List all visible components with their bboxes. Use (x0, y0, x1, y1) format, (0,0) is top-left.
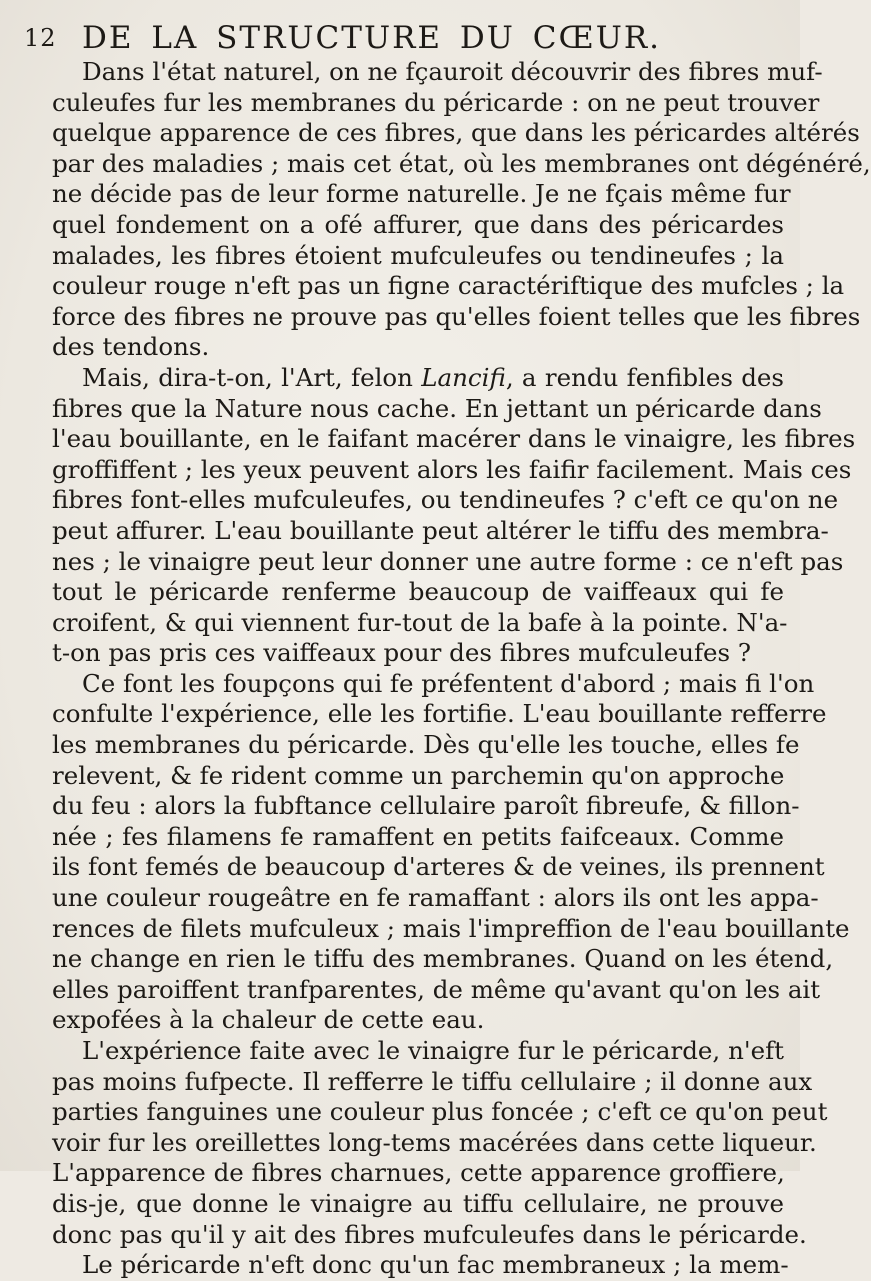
text-line (52, 577, 784, 608)
body-text (52, 57, 871, 1281)
text-line-content: donc pas qu'il y ait des fibres mufculeufes dans le péricarde. (52, 1219, 807, 1249)
text-line (52, 730, 800, 761)
text-line (52, 883, 819, 914)
text-line (52, 454, 852, 486)
text-line-content: pas moins fufpecte. Il refferre le tiffu cellulaire ; il donne aux (52, 1066, 813, 1096)
text-line (52, 1127, 817, 1159)
text-line-content: quel fondement on a ofé affurer, que dans des péricardes (52, 209, 784, 239)
text-line-content: ils font femés de beaucoup d'arteres & de veines, ils prennent (52, 852, 825, 882)
text-line (52, 1036, 784, 1067)
text-line-content: l'eau bouillante, en le faifant macérer dans le vinaigre, les fibres (52, 424, 856, 454)
text-line-content: nes ; le vinaigre peut leur donner une autre forme : ce n'eft pas (52, 546, 844, 576)
text-line-content: couleur rouge n'eft pas un figne caractériftique des mufcles ; la (52, 271, 845, 301)
text-line (52, 1250, 789, 1281)
text-line-content: peut affurer. L'eau bouillante peut altérer le tiffu des membra- (52, 515, 829, 545)
text-line-content: ne décide pas de leur forme naturelle. Je ne fçais même fur (52, 179, 791, 209)
text-line-content: ne change en rien le tiffu des membranes. Quand on les étend, (52, 944, 834, 974)
text-line-content: expofées à la chaleur de cette eau. (52, 1005, 485, 1035)
text-line (52, 271, 845, 302)
text-line-content: rences de filets mufculeux ; mais l'impreffion de l'eau bouillante (52, 913, 850, 943)
text-line-content: des tendons. (52, 332, 210, 362)
text-line (52, 761, 784, 792)
text-line (52, 301, 861, 333)
text-line (52, 515, 829, 547)
text-line (52, 1097, 828, 1128)
page-header (24, 20, 784, 60)
text-line-continuation: , a rendu fenfibles des (505, 362, 784, 392)
text-line-content: Mais, dira-t-on, l'Art, felon (82, 362, 422, 392)
text-line (52, 974, 821, 1006)
text-line-content: L'apparence de fibres charnues, cette apparence groffiere, (52, 1158, 785, 1188)
text-line (52, 1066, 813, 1098)
text-line (52, 57, 823, 88)
text-line (52, 1158, 784, 1189)
text-line-content: groffiffent ; les yeux peuvent alors les faifir facilement. Mais ces (52, 454, 852, 484)
text-line (52, 393, 822, 425)
text-line (52, 148, 871, 180)
text-line (52, 1005, 784, 1036)
text-line-content: voir fur les oreillettes long-tems macérées dans cette liqueur. (52, 1127, 817, 1157)
text-line-content: t-on pas pris ces vaiffeaux pour des fibres mufculeufes ? (52, 638, 752, 668)
text-line-content: fibres que la Nature nous cache. En jettant un péricarde dans (52, 393, 822, 423)
text-line (52, 546, 844, 578)
text-line-content: L'expérience faite avec le vinaigre fur le péricarde, n'eft (82, 1036, 784, 1065)
text-line-content: les membranes du péricarde. Dès qu'elle les touche, elles fe (52, 730, 800, 760)
text-line (52, 638, 784, 669)
text-line (52, 822, 784, 853)
text-line-content: quelque apparence de ces fibres, que dans les péricardes altérés (52, 118, 860, 148)
text-line-content: née ; fes filamens fe ramaffent en petits faifceaux. Comme (52, 821, 784, 851)
text-line (52, 1189, 784, 1220)
text-line (52, 668, 815, 700)
page-number: 12 (24, 24, 57, 52)
text-line (52, 332, 784, 363)
text-line-content: Ce font les foupçons qui fe préfentent d'abord ; mais fi l'on (82, 668, 815, 698)
italic-name: Lancifi (421, 362, 506, 392)
text-line-content: croifent, & qui viennent fur-tout de la bafe à la pointe. N'a- (52, 607, 788, 637)
text-line-content: malades, les fibres étoient mufculeufes ou tendineufes ; la (52, 240, 784, 270)
text-line (52, 179, 791, 210)
text-line-content: force des fibres ne prouve pas qu'elles foient telles que les fibres (52, 301, 861, 331)
text-line (52, 699, 827, 730)
text-line (52, 210, 784, 241)
text-line (52, 241, 784, 272)
text-line-content: culeufes fur les membranes du péricarde : on ne peut trouver (52, 87, 820, 117)
text-line-content: Dans l'état naturel, on ne fçauroit découvrir des fibres muf- (82, 57, 823, 86)
text-line (52, 944, 834, 975)
text-line-content: par des maladies ; mais cet état, où les membranes ont dégénéré, (52, 148, 871, 178)
text-line (52, 118, 860, 149)
text-line-content: relevent, & fe rident comme un parchemin qu'on approche (52, 760, 785, 790)
text-line-content: fibres font-elles mufculeufes, ou tendineufes ? c'eft ce qu'on ne (52, 485, 839, 515)
text-line (52, 485, 839, 516)
text-line-content: une couleur rougeâtre en fe ramaffant : alors ils ont les appa- (52, 883, 819, 913)
running-title: DE LA STRUCTURE DU CŒUR. (82, 20, 662, 56)
text-line (52, 852, 825, 883)
text-line-content: parties fanguines une couleur plus foncée ; c'eft ce qu'on peut (52, 1097, 828, 1127)
text-line-content: tout le péricarde renferme beaucoup de vaiffeaux qui fe (52, 577, 784, 607)
text-line (52, 363, 784, 394)
text-line (52, 87, 820, 119)
text-line (52, 913, 850, 945)
text-line-content: dis-je, que donne le vinaigre au tiffu cellulaire, ne prouve (52, 1188, 784, 1218)
text-line-content: Le péricarde n'eft donc qu'un fac membraneux ; la mem- (82, 1250, 789, 1280)
text-line (52, 791, 800, 822)
text-line (52, 607, 788, 639)
text-line-content: elles paroiffent tranfparentes, de même qu'avant qu'on les ait (52, 974, 821, 1004)
text-line (52, 424, 856, 455)
text-line-content: confulte l'expérience, elle les fortifie. L'eau bouillante refferre (52, 699, 827, 729)
text-line-content: du feu : alors la fubftance cellulaire paroît fibreufe, & fillon- (52, 791, 800, 821)
text-line (52, 1219, 807, 1251)
